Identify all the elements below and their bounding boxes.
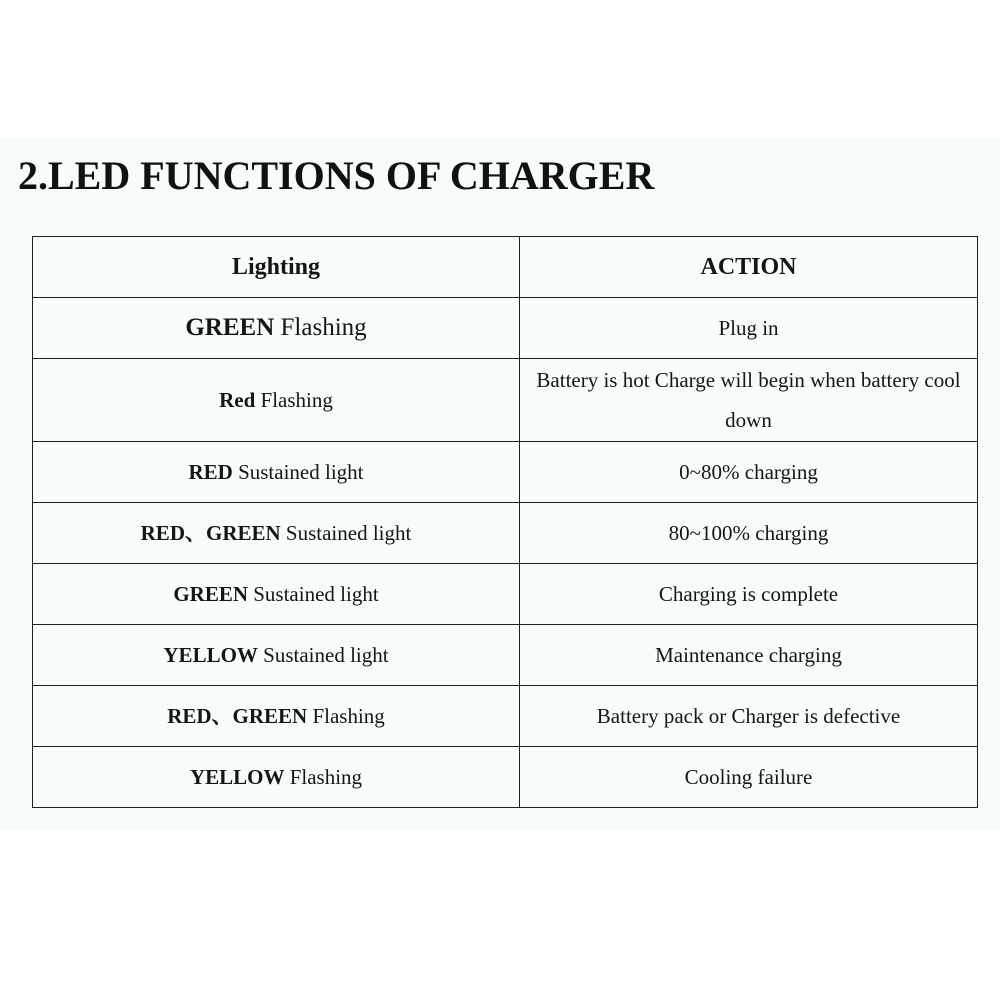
led-color: YELLOW [189,765,285,789]
header-action: ACTION [520,237,978,298]
led-color: YELLOW [163,643,258,667]
action-cell: Cooling failure [520,747,978,808]
action-cell: Maintenance charging [520,625,978,686]
lighting-cell [33,442,520,503]
table-row [33,442,978,503]
led-color: GREEN [173,582,248,606]
lighting-cell [33,564,520,625]
table-row [33,564,978,625]
table-row [33,298,978,359]
led-mode: Flashing [284,765,363,789]
led-color: RED [188,460,233,484]
led-color: RED、GREEN [167,704,308,728]
led-functions-table [32,236,978,808]
action-cell: 80~100% charging [520,503,978,564]
table-header-row [33,237,978,298]
lighting-cell [33,359,520,442]
action-cell: Battery is hot Charge will begin when battery cool down [520,359,978,442]
table-row [33,747,978,808]
led-color: GREEN [185,314,275,341]
led-mode: Flashing [274,314,367,341]
led-mode: Sustained light [257,643,389,667]
led-color: Red [219,388,256,412]
table-row [33,686,978,747]
led-mode: Sustained light [280,521,412,545]
action-cell: Battery pack or Charger is defective [520,686,978,747]
table-row [33,359,978,442]
lighting-cell [33,503,520,564]
lighting-cell [33,686,520,747]
header-lighting: Lighting [33,237,520,298]
page-title: 2.LED FUNCTIONS OF CHARGER [18,153,655,198]
action-cell: 0~80% charging [520,442,978,503]
led-color: RED、GREEN [140,521,281,545]
led-mode: Sustained light [232,460,364,484]
table-row [33,503,978,564]
action-cell: Charging is complete [520,564,978,625]
led-mode: Sustained light [248,582,379,606]
lighting-cell [33,625,520,686]
led-mode: Flashing [307,704,385,728]
table-row [33,625,978,686]
lighting-cell [33,298,520,359]
lighting-cell [33,747,520,808]
led-mode: Flashing [255,388,333,412]
action-cell: Plug in [520,298,978,359]
